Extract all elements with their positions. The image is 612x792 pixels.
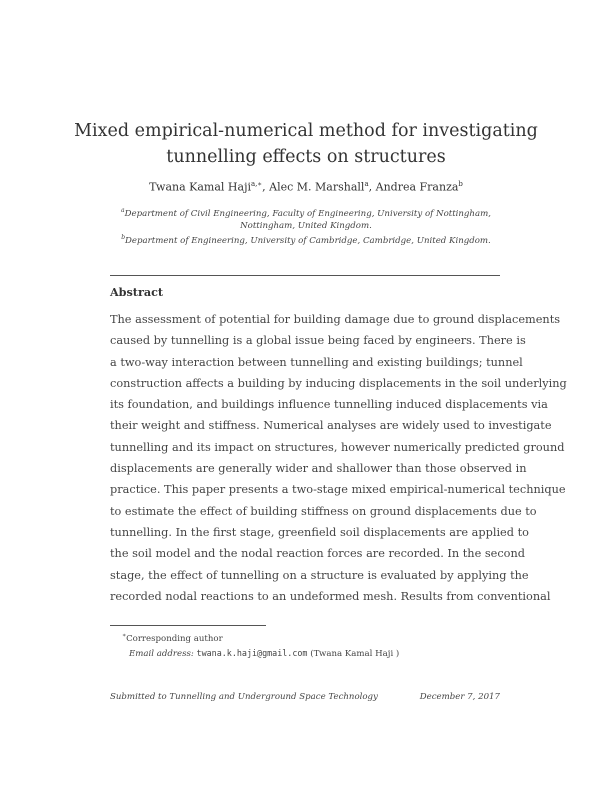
affiliation-text: Department of Civil Engineering, Faculty of Engineering, University of Nottingham, xyxy=(124,208,491,219)
affiliations xyxy=(110,205,502,247)
author-name: Andrea Franza xyxy=(375,180,459,194)
title-line: tunnelling effects on structures xyxy=(166,147,446,167)
email-link[interactable]: twana.k.haji@gmail.com xyxy=(196,647,308,658)
journal-name: Submitted to Tunnelling and Underground Space Technology xyxy=(110,692,378,702)
abstract-line: practice. This paper presents a two-stage mixed empirical-numerical technique xyxy=(110,483,566,497)
abstract-line: their weight and stiffness. Numerical analyses are widely used to investigate xyxy=(110,419,552,433)
corresponding-author-label: Corresponding author xyxy=(126,633,223,644)
paper-title xyxy=(0,118,612,170)
page-footer xyxy=(110,692,500,702)
author-separator: , xyxy=(262,180,270,194)
footnote-divider xyxy=(110,625,266,626)
abstract-line: caused by tunnelling is a global issue being faced by engineers. There is xyxy=(110,334,526,348)
abstract-line: stage, the effect of tunnelling on a structure is evaluated by applying the xyxy=(110,568,529,582)
corresponding-author-note xyxy=(122,629,399,646)
abstract-line: recorded nodal reactions to an undeformed mesh. Results from conventional xyxy=(110,589,551,603)
title-line: Mixed empirical-numerical method for investigating xyxy=(74,121,538,141)
abstract-line: displacements are generally wider and shallower than those observed in xyxy=(110,462,527,476)
author-marks: a,∗ xyxy=(251,180,263,188)
affiliation-text: Nottingham, United Kingdom. xyxy=(240,220,372,231)
footnote-mark: ∗ xyxy=(122,632,127,639)
author-marks: a xyxy=(364,180,369,188)
affiliation-text: Department of Engineering, University of Cambridge, Cambridge, United Kingdom. xyxy=(125,235,491,246)
abstract-line: the soil model and the nodal reaction forces are recorded. In the second xyxy=(110,547,525,561)
affiliation-a xyxy=(110,205,502,220)
abstract-line: a two-way interaction between tunnelling and existing buildings; tunnel xyxy=(110,355,523,369)
affiliation-b xyxy=(110,232,502,247)
abstract-heading: Abstract xyxy=(110,285,164,299)
email-owner: (Twana Kamal Haji ) xyxy=(310,648,400,659)
footnote xyxy=(122,629,399,661)
affiliation-mark: a xyxy=(121,207,125,214)
author-marks: b xyxy=(458,180,463,188)
abstract-line: construction affects a building by inducing displacements in the soil underlying xyxy=(110,376,567,390)
affiliation-a-continued xyxy=(110,220,502,232)
abstract-line: to estimate the effect of building stiffness on ground displacements due to xyxy=(110,504,537,518)
abstract-line: tunnelling and its impact on structures, however numerically predicted ground xyxy=(110,440,565,454)
abstract-line: its foundation, and buildings influence tunnelling induced displacements via xyxy=(110,398,548,412)
author-name: Alec M. Marshall xyxy=(269,180,365,194)
affiliation-mark: b xyxy=(121,233,126,241)
email-label: Email address: xyxy=(129,648,194,659)
submission-date: December 7, 2017 xyxy=(419,692,500,702)
abstract-body xyxy=(110,309,567,607)
abstract-line: The assessment of potential for building damage due to ground displacements xyxy=(110,313,561,326)
author-list xyxy=(0,180,612,194)
abstract-line: tunnelling. In the first stage, greenfield soil displacements are applied to xyxy=(110,525,529,539)
author-separator: , xyxy=(368,180,376,194)
abstract-divider xyxy=(110,275,500,276)
email-note xyxy=(122,646,399,661)
author-name: Twana Kamal Haji xyxy=(149,180,251,194)
